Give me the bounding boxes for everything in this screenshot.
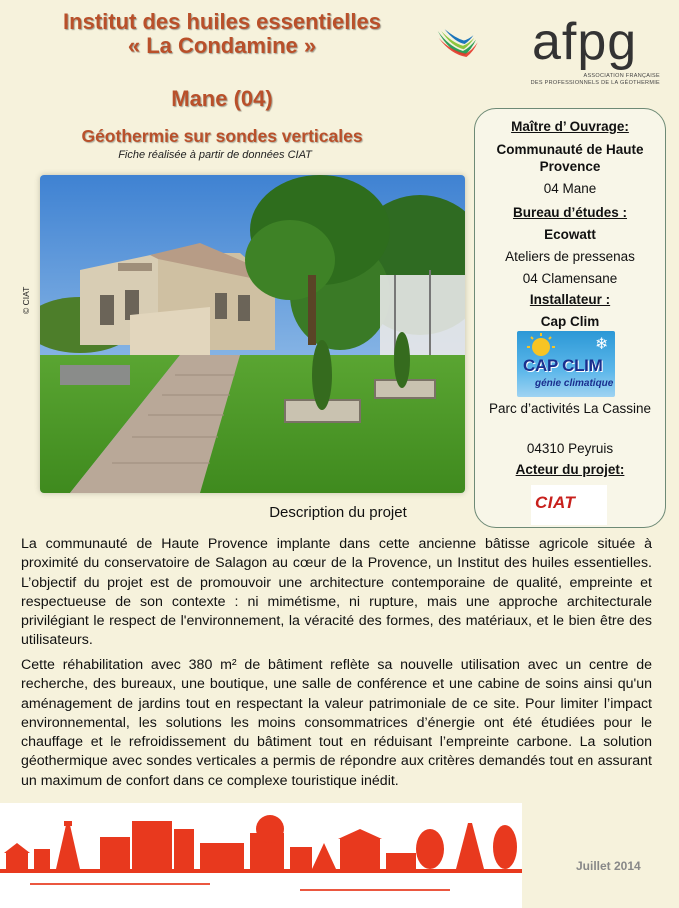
- installer-name: Cap Clim: [540, 314, 600, 329]
- publication-date: Juillet 2014: [576, 859, 641, 873]
- project-photo: [40, 175, 465, 493]
- description-paragraph-1: La communauté de Haute Provence implante dans cette ancienne bâtisse agricole située à proximité du conservatoire de Salagon au cœur de la Provence, un Institut des huiles essentielles. L’objectif du projet est de promouvoir une architecture contemporaine de qualité, empreinte et respectueuse de son contexte : ni mimétisme, ni rupture, mais une approche architecturale privilégiant le respect de l'environnement, la véracité des formes, des matériaux, et le bien être des utilisateurs.: [21, 536, 652, 649]
- svg-text:❄: ❄: [595, 334, 609, 353]
- skyline-illustration: [0, 803, 522, 908]
- title-block: [0, 10, 444, 58]
- garden-building-illustration: [40, 175, 465, 493]
- title-line1: Institut des huiles essentielles: [63, 9, 381, 34]
- subtitle: Géothermie sur sondes verticales: [81, 126, 363, 146]
- owner-heading: Maître d’ Ouvrage:: [511, 119, 629, 134]
- capclim-subtitle: génie climatique: [535, 378, 614, 389]
- afpg-logo-name: afpg: [532, 13, 638, 71]
- photo-credit: © CIAT: [21, 286, 31, 314]
- bureau-location: 04 Clamensane: [522, 271, 618, 286]
- description-title: Description du projet: [269, 504, 407, 521]
- ciat-logo-text: CIAT: [535, 493, 576, 512]
- bureau-heading: Bureau d’études :: [512, 205, 628, 220]
- capclim-logo: [517, 331, 615, 397]
- owner-name: Communauté de Haute Provence: [496, 142, 644, 174]
- capclim-title: CAP CLIM: [523, 356, 603, 375]
- actor-heading: Acteur du projet:: [515, 462, 625, 477]
- afpg-logo-icon: [436, 8, 536, 80]
- owner-location: 04 Mane: [543, 181, 597, 196]
- installer-location: 04310 Peyruis: [526, 441, 614, 456]
- bureau-address: Ateliers de pressenas: [505, 249, 635, 264]
- ciat-logo: [531, 485, 607, 525]
- bureau-name: Ecowatt: [544, 227, 596, 242]
- project-info-sidebar: [474, 108, 666, 528]
- location-title: Mane (04): [171, 86, 273, 111]
- source-note: Fiche réalisée à partir de données CIAT: [118, 149, 312, 161]
- afpg-logo-tagline: ASSOCIATION FRANÇAISE DES PROFESSIONNELS DE LA GÉOTHERMIE: [530, 73, 660, 86]
- installer-heading: Installateur :: [529, 292, 611, 307]
- description-paragraph-2: Cette réhabilitation avec 380 m² de bâtiment reflète sa nouvelle utilisation avec un centre de recherche, des bureaux, une boutique, une salle de conférence et une cabine de soins ainsi qu'un aménagement de jardins tout en respectant la valeur patrimoniale de ce site. Pour limiter l’impact environnemental, les solutions les moins consommatrices d’énergie ont été étudiées pour le chauffage et le refroidissement du bâtiment tout en réduisant l’empreinte carbone. La solution géothermique avec sondes verticales a permis de répondre aux critères demandés tout en assurant un maximum de confort dans ce complexe touristique inédit.: [21, 657, 652, 789]
- installer-address: Parc d’activités La Cassine: [488, 401, 652, 416]
- title-line2: « La Condamine »: [127, 33, 317, 58]
